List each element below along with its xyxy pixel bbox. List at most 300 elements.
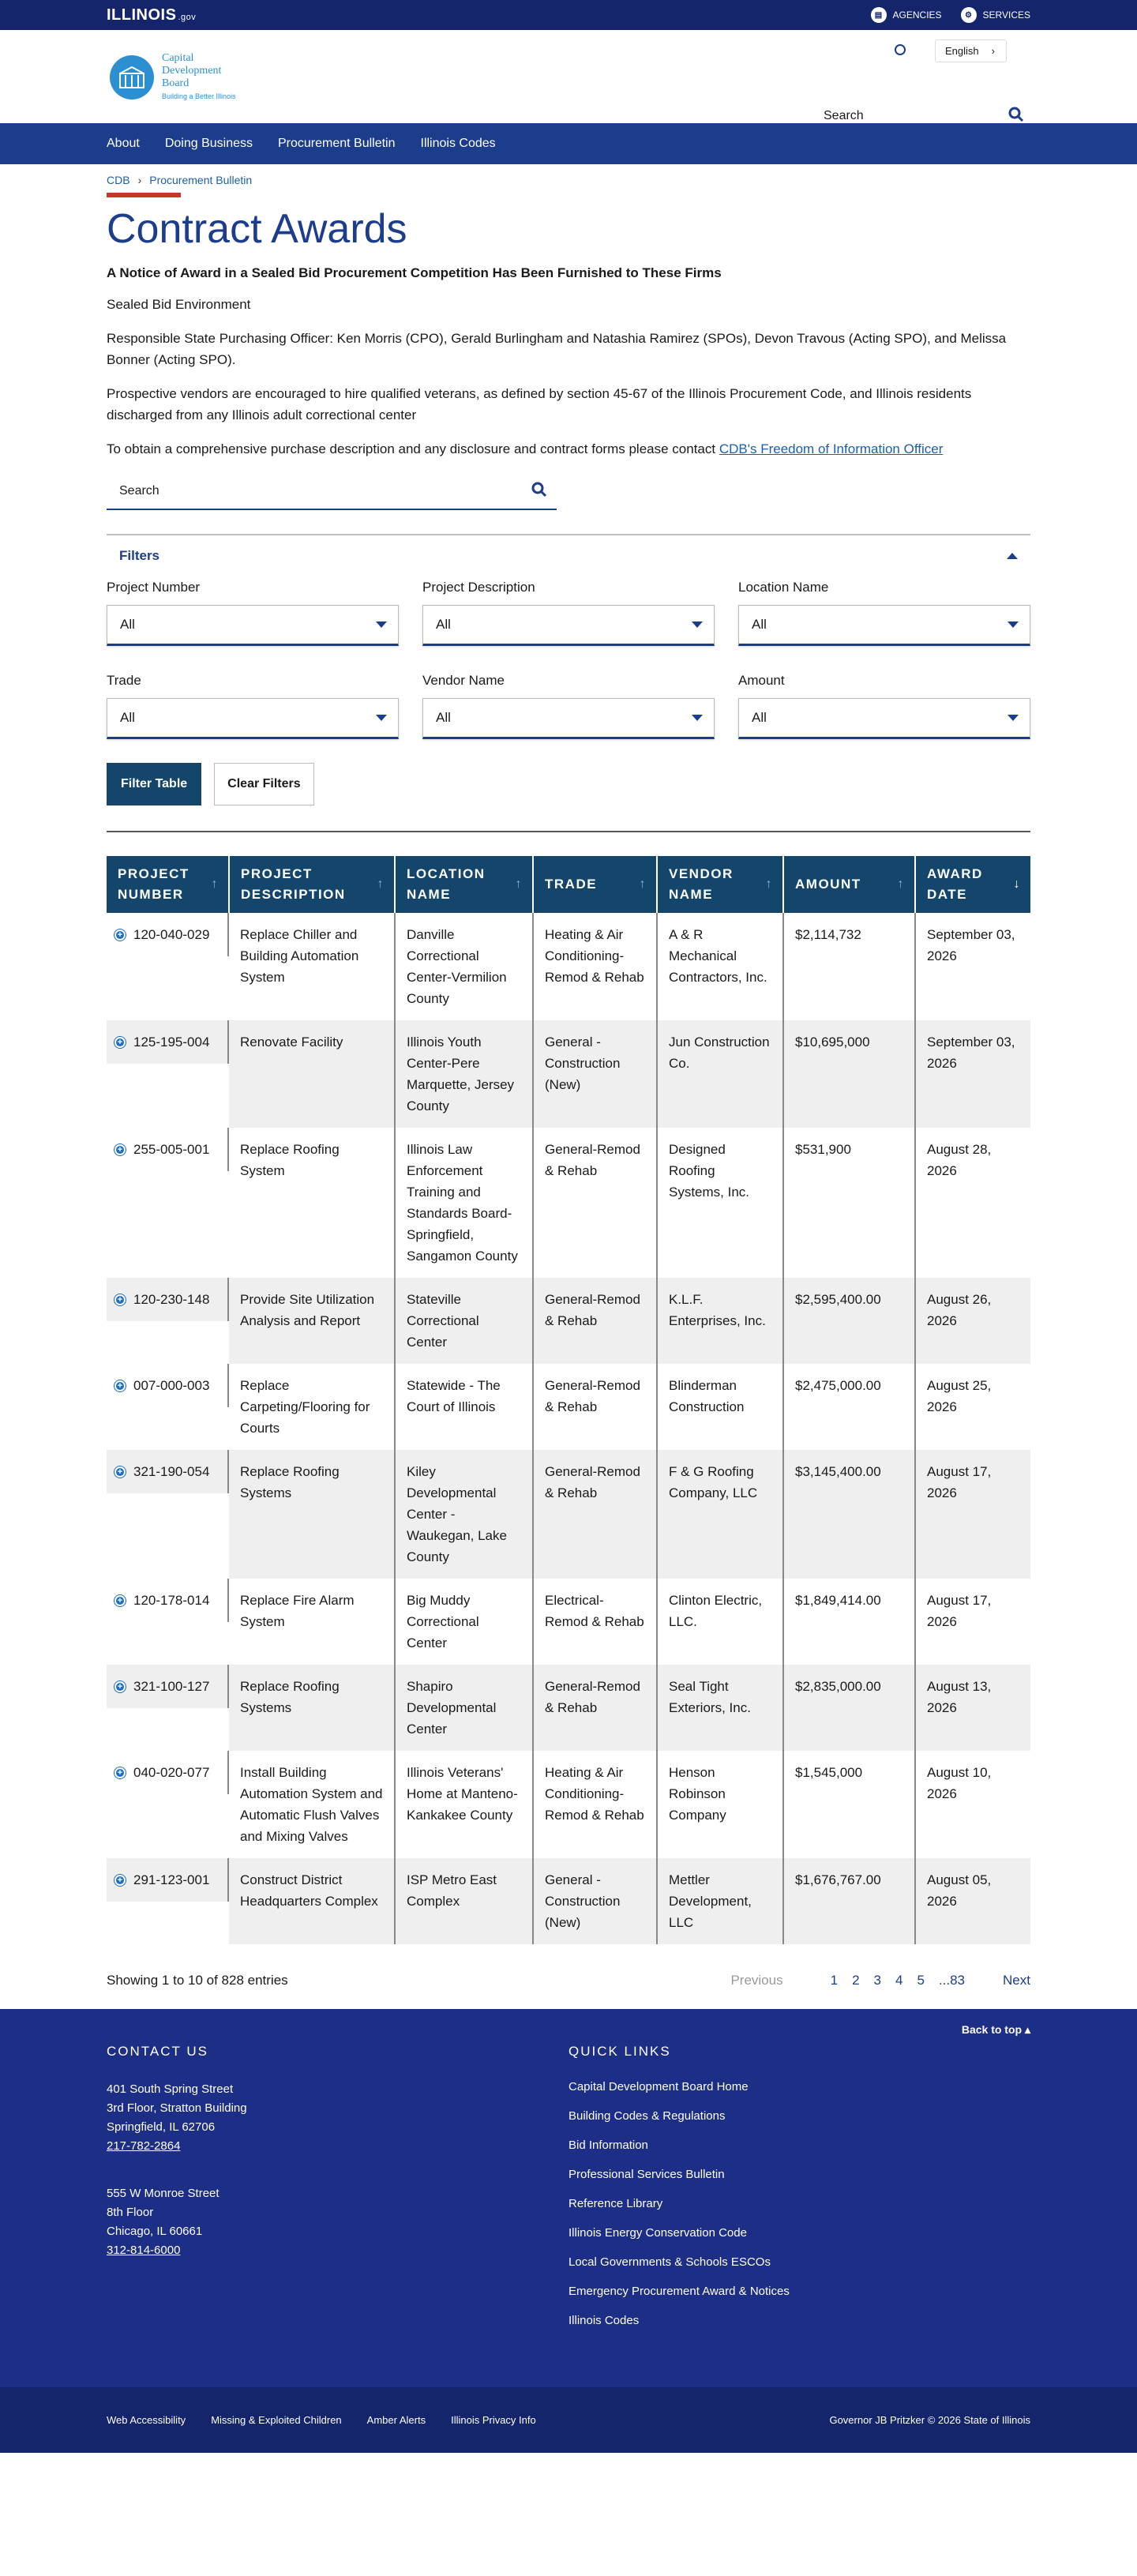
contact-title: CONTACT US — [107, 2044, 208, 2059]
table-row — [107, 913, 1030, 1020]
table-row — [107, 1665, 1030, 1751]
column-header-label: DESCRIPTION — [241, 887, 346, 902]
cell-text: Illinois Veterans' Home at Manteno-Kankakee County — [407, 1765, 518, 1823]
filter-project-description — [422, 580, 715, 646]
location-name-select[interactable] — [738, 605, 1030, 646]
veterans-text: Prospective vendors are encouraged to hire qualified veterans, as defined by section 45-67 of the Illinois Procurement Code, and Illinois residents discharged from any Illinois adult correctional center — [107, 386, 972, 422]
column-header-label: NUMBER — [118, 887, 184, 902]
breadcrumb-chevron-icon: › — [137, 174, 142, 186]
select-value: All — [436, 710, 451, 725]
quick-link[interactable]: Reference Library — [568, 2197, 663, 2210]
table-cell — [229, 1020, 395, 1128]
cell-text: Illinois Law Enforcement Training and Standards Board-Springfield, Sangamon County — [407, 1142, 518, 1264]
cell-text: September 03, 2026 — [927, 927, 1015, 963]
table-cell — [783, 1751, 915, 1858]
page-2-button[interactable]: 2 — [852, 1973, 860, 1988]
cell-text: Illinois Youth Center-Pere Marquette, Jersey County — [407, 1035, 515, 1113]
services-icon: ⚙ — [961, 7, 977, 23]
expand-row-icon[interactable]: + — [114, 1380, 126, 1391]
language-selector[interactable] — [935, 39, 1007, 62]
cell-text: August 28, 2026 — [927, 1142, 992, 1178]
filter-grid — [107, 580, 1030, 739]
filter-table-button[interactable]: Filter Table — [107, 763, 201, 805]
cell-text: 321-190-054 — [133, 1464, 210, 1479]
column-header-label: PROJECT — [241, 866, 313, 881]
table-cell — [229, 1450, 395, 1579]
table-cell — [229, 1364, 395, 1450]
table-cell — [915, 1665, 1030, 1751]
cell-text: $2,475,000.00 — [795, 1378, 881, 1393]
table-cell — [915, 913, 1030, 1020]
table-row — [107, 1858, 1030, 1944]
springfield-address — [107, 2080, 568, 2156]
site-footer — [0, 2009, 1137, 2387]
table-cell — [533, 1278, 657, 1364]
expand-row-icon[interactable]: + — [114, 1767, 126, 1778]
logo-tagline: Building a Better Illinois — [162, 92, 236, 100]
cell-text: August 13, 2026 — [927, 1679, 992, 1715]
expand-row-icon[interactable]: + — [114, 1681, 126, 1692]
breadcrumb-cdb[interactable]: CDB — [107, 174, 130, 186]
table-cell — [915, 1858, 1030, 1944]
address-line: 8th Floor — [107, 2206, 154, 2219]
table-cell — [395, 1665, 533, 1751]
cell-text: 007-000-003 — [133, 1378, 210, 1393]
expand-row-icon[interactable]: + — [114, 1144, 126, 1155]
copyright: Governor JB Pritzker © 2026 State of Illinois — [829, 2414, 1030, 2426]
cell-text: August 17, 2026 — [927, 1464, 992, 1500]
table-cell — [107, 1858, 229, 1902]
select-value: All — [752, 710, 767, 725]
column-header-label: NAME — [407, 887, 452, 902]
table-cell — [915, 1020, 1030, 1128]
expand-row-icon[interactable]: + — [114, 1037, 126, 1048]
cell-text: 120-040-029 — [133, 927, 210, 942]
table-cell — [395, 1858, 533, 1944]
table-cell — [657, 1020, 783, 1128]
cell-text: F & G Roofing Company, LLC — [669, 1464, 758, 1500]
column-header-location-name[interactable] — [395, 856, 533, 913]
table-cell — [657, 1858, 783, 1944]
table-cell — [657, 1665, 783, 1751]
cell-text: Kiley Developmental Center - Waukegan, Lake County — [407, 1464, 507, 1564]
table-cell — [533, 1665, 657, 1751]
address-line: 3rd Floor, Stratton Building — [107, 2101, 247, 2115]
address-line: Springfield, IL 62706 — [107, 2120, 216, 2134]
header-search-input[interactable] — [824, 109, 981, 123]
foia-intro: To obtain a comprehensive purchase description and any disclosure and contract forms please contact — [107, 441, 719, 456]
column-header-amount[interactable] — [783, 856, 915, 913]
quick-link[interactable]: Illinois Energy Conservation Code — [568, 2226, 747, 2240]
filter-project-number — [107, 580, 399, 646]
table-cell — [533, 1128, 657, 1278]
clear-filters-button[interactable]: Clear Filters — [214, 763, 313, 805]
nav-item-procurement-bulletin[interactable]: Procurement Bulletin — [277, 137, 396, 150]
quick-link[interactable]: Illinois Codes — [568, 2314, 640, 2327]
dropdown-caret-icon — [692, 715, 703, 721]
dropdown-caret-icon — [1008, 715, 1019, 721]
address-line: 401 South Spring Street — [107, 2082, 234, 2096]
cell-text: General - Construction (New) — [545, 1035, 621, 1092]
services-link[interactable] — [961, 7, 1030, 23]
cell-text: $3,145,400.00 — [795, 1464, 881, 1479]
table-cell — [395, 1751, 533, 1858]
project-description-select[interactable] — [422, 605, 715, 646]
cell-text: $1,849,414.00 — [795, 1593, 881, 1608]
table-cell — [395, 1128, 533, 1278]
amount-select[interactable] — [738, 698, 1030, 739]
page-3-button[interactable]: 3 — [873, 1973, 881, 1988]
filters-title: Filters — [119, 548, 160, 563]
collapse-caret-icon — [1007, 553, 1018, 559]
table-header-row — [107, 856, 1030, 913]
cell-text: General-Remod & Rehab — [545, 1679, 640, 1715]
cell-text: Electrical-Remod & Rehab — [545, 1593, 644, 1629]
title-accent-bar — [107, 193, 181, 197]
nav-item-doing-business[interactable]: Doing Business — [164, 137, 253, 150]
table-search — [107, 474, 557, 510]
table-info: Showing 1 to 10 of 828 entries — [107, 1973, 288, 1988]
previous-page-button[interactable]: Previous — [730, 1973, 783, 1988]
expand-row-icon[interactable]: + — [114, 1595, 126, 1606]
table-cell — [229, 1858, 395, 1944]
contract-awards-table — [107, 856, 1030, 1944]
nav-item-about[interactable]: About — [107, 137, 140, 150]
column-header-label: AMOUNT — [795, 877, 861, 892]
cell-text: Heating & Air Conditioning-Remod & Rehab — [545, 1765, 644, 1823]
table-cell — [533, 1858, 657, 1944]
column-header-label: VENDOR — [669, 866, 734, 881]
chicago-phone-link[interactable]: 312-814-6000 — [107, 2244, 181, 2257]
table-row — [107, 1450, 1030, 1579]
site-header — [0, 30, 1137, 123]
address-line: Chicago, IL 60661 — [107, 2225, 203, 2238]
table-cell — [107, 1020, 229, 1064]
quick-links-column — [568, 2044, 1030, 2343]
nav-item-illinois-codes[interactable]: Illinois Codes — [420, 137, 496, 150]
cell-text: Heating & Air Conditioning-Remod & Rehab — [545, 927, 644, 985]
cell-text: 120-178-014 — [133, 1593, 210, 1608]
cell-text: K.L.F. Enterprises, Inc. — [669, 1292, 766, 1328]
cell-text: Clinton Electric, LLC. — [669, 1593, 763, 1629]
table-cell — [783, 1128, 915, 1278]
table-cell — [657, 1450, 783, 1579]
filter-label: Amount — [738, 673, 785, 688]
table-cell — [657, 1278, 783, 1364]
table-cell — [229, 1665, 395, 1751]
table-cell — [395, 913, 533, 1020]
cell-text: Renovate Facility — [240, 1035, 343, 1050]
cell-text: $2,835,000.00 — [795, 1679, 881, 1694]
page-lede: A Notice of Award in a Sealed Bid Procurement Competition Has Been Furnished to These Firms — [107, 265, 722, 280]
chevron-right-icon: › — [991, 45, 995, 57]
select-value: All — [752, 617, 767, 632]
cell-text: 040-020-077 — [133, 1765, 210, 1780]
cell-text: General-Remod & Rehab — [545, 1378, 640, 1414]
column-header-award-date[interactable] — [915, 856, 1030, 913]
cell-text: A & R Mechanical Contractors, Inc. — [669, 927, 767, 985]
table-cell — [657, 1751, 783, 1858]
cell-text: General-Remod & Rehab — [545, 1292, 640, 1328]
purchasing-officer-text: Responsible State Purchasing Officer: Ken Morris (CPO), Gerald Burlingham and Natashia Ramirez (SPOs), Devon Travous (Acting SPO), and Melissa Bonner (Acting SPO). — [107, 331, 1007, 367]
table-cell — [533, 1450, 657, 1579]
page-title: Contract Awards — [107, 206, 407, 252]
table-cell — [107, 1665, 229, 1708]
sort-asc-icon[interactable]: ↑ — [377, 877, 385, 891]
project-number-select[interactable] — [107, 605, 399, 646]
select-value: All — [120, 710, 135, 725]
cell-text: Replace Roofing Systems — [240, 1679, 340, 1715]
cell-text: ISP Metro East Complex — [407, 1872, 497, 1909]
table-cell — [915, 1364, 1030, 1450]
privacy-info-link[interactable]: Illinois Privacy Info — [451, 2414, 536, 2426]
filters-toggle[interactable] — [107, 535, 1030, 564]
table-cell — [657, 913, 783, 1020]
table-row — [107, 1128, 1030, 1278]
quick-link[interactable]: Professional Services Bulletin — [568, 2168, 725, 2181]
chicago-address — [107, 2184, 568, 2260]
cell-text: Seal Tight Exteriors, Inc. — [669, 1679, 751, 1715]
dropdown-caret-icon — [1008, 621, 1019, 628]
table-cell — [533, 1751, 657, 1858]
vendor-name-select[interactable] — [422, 698, 715, 739]
back-to-top-label: Back to top — [961, 2023, 1023, 2036]
sort-asc-icon[interactable]: ↑ — [897, 877, 905, 891]
expand-row-icon[interactable]: + — [114, 1875, 126, 1886]
table-cell — [915, 1579, 1030, 1665]
filter-location-name — [738, 580, 1030, 646]
select-value: All — [120, 617, 135, 632]
caret-up-icon: ▴ — [1024, 2023, 1030, 2036]
cell-text: August 26, 2026 — [927, 1292, 992, 1328]
web-accessibility-link[interactable]: Web Accessibility — [107, 2414, 186, 2426]
cell-text: Install Building Automation System and Automatic Flush Valves and Mixing Valves — [240, 1765, 383, 1844]
column-header-label: DATE — [927, 887, 968, 902]
quick-link[interactable]: Building Codes & Regulations — [568, 2109, 726, 2123]
column-header-label: PROJECT — [118, 866, 190, 881]
page-83-button[interactable]: ...83 — [938, 1973, 966, 1988]
table-cell — [533, 1579, 657, 1665]
cell-text: August 17, 2026 — [927, 1593, 992, 1629]
column-header-trade[interactable] — [533, 856, 657, 913]
table-cell — [533, 1020, 657, 1128]
table-row — [107, 1579, 1030, 1665]
springfield-phone-link[interactable]: 217-782-2864 — [107, 2139, 181, 2153]
logo-line-2: Development — [162, 65, 222, 77]
quick-links-list — [568, 2080, 1030, 2327]
quick-link[interactable]: Local Governments & Schools ESCOs — [568, 2255, 771, 2269]
sort-asc-icon[interactable]: ↑ — [765, 877, 773, 891]
column-header-label: AWARD — [927, 866, 983, 881]
cell-text: 120-230-148 — [133, 1292, 210, 1307]
select-value: All — [436, 617, 451, 632]
column-header-label: TRADE — [545, 877, 598, 892]
table-footer — [107, 1973, 1030, 1988]
search-icon[interactable] — [531, 482, 547, 501]
pagination — [730, 1973, 1030, 1988]
logo-text: ILLINOIS — [107, 6, 177, 24]
sealed-bid-text: Sealed Bid Environment — [107, 297, 251, 312]
next-page-button[interactable]: Next — [1003, 1973, 1030, 1988]
main-content — [107, 164, 1030, 1988]
table-row — [107, 1020, 1030, 1128]
cell-text: 125-195-004 — [133, 1035, 210, 1050]
sort-desc-icon[interactable]: ↓ — [1013, 877, 1021, 891]
bottom-bar — [0, 2387, 1137, 2453]
page-1-button[interactable]: 1 — [830, 1973, 839, 1988]
table-cell — [783, 1665, 915, 1751]
cell-text: Shapiro Developmental Center — [407, 1679, 497, 1737]
cell-text: 321-100-127 — [133, 1679, 210, 1694]
column-header-label: LOCATION — [407, 866, 486, 881]
filter-label: Trade — [107, 673, 141, 688]
column-header-project-description[interactable] — [229, 856, 395, 913]
breadcrumb — [107, 164, 1030, 186]
bottom-links — [107, 2414, 536, 2426]
cell-text: $531,900 — [795, 1142, 851, 1157]
address-line: 555 W Monroe Street — [107, 2187, 220, 2200]
cell-text: Replace Fire Alarm System — [240, 1593, 355, 1629]
table-cell — [107, 1751, 229, 1794]
expand-row-icon[interactable]: + — [114, 929, 126, 941]
table-cell — [395, 1020, 533, 1128]
cell-text: Replace Chiller and Building Automation System — [240, 927, 359, 985]
logo-suffix: .gov — [178, 12, 197, 22]
cdb-building-icon — [110, 55, 154, 100]
back-to-top-link[interactable] — [962, 2023, 1030, 2037]
page-5-button[interactable]: 5 — [917, 1973, 925, 1988]
dropdown-caret-icon — [376, 715, 387, 721]
filter-buttons — [107, 763, 1030, 805]
table-cell — [783, 1020, 915, 1128]
expand-row-icon[interactable]: + — [114, 1294, 126, 1305]
sort-asc-icon[interactable]: ↑ — [639, 877, 647, 891]
cell-text: General-Remod & Rehab — [545, 1142, 640, 1178]
table-cell — [229, 1579, 395, 1665]
cell-text: Big Muddy Correctional Center — [407, 1593, 479, 1650]
filter-vendor-name — [422, 673, 715, 739]
table-cell — [915, 1751, 1030, 1858]
sort-asc-icon[interactable]: ↑ — [211, 877, 219, 891]
table-row — [107, 1364, 1030, 1450]
main-nav — [0, 123, 1137, 164]
page-4-button[interactable]: 4 — [895, 1973, 903, 1988]
cell-text: August 05, 2026 — [927, 1872, 992, 1909]
table-cell — [107, 1579, 229, 1622]
quick-links-title: QUICK LINKS — [568, 2044, 671, 2059]
cell-text: August 25, 2026 — [927, 1378, 992, 1414]
cell-text: $1,676,767.00 — [795, 1872, 881, 1887]
cell-text: $2,114,732 — [795, 927, 861, 942]
table-cell — [915, 1450, 1030, 1579]
cell-text: Stateville Correctional Center — [407, 1292, 479, 1350]
filter-label: Project Number — [107, 580, 201, 595]
cell-text: Jun Construction Co. — [669, 1035, 770, 1071]
cell-text: Statewide - The Court of Illinois — [407, 1378, 501, 1414]
filter-label: Project Description — [422, 580, 535, 595]
quick-link[interactable]: Capital Development Board Home — [568, 2080, 749, 2093]
table-body — [107, 913, 1030, 1944]
table-cell — [229, 1128, 395, 1278]
table-search-input[interactable] — [119, 484, 277, 498]
quick-link[interactable]: Bid Information — [568, 2139, 648, 2152]
cell-text: Henson Robinson Company — [669, 1765, 726, 1823]
cdb-logo[interactable] — [110, 52, 236, 103]
table-cell — [395, 1364, 533, 1450]
cell-text: Danville Correctional Center-Vermilion County — [407, 927, 507, 1006]
cell-text: Replace Roofing System — [240, 1142, 340, 1178]
cell-text: Provide Site Utilization Analysis and Report — [240, 1292, 375, 1328]
cell-text: General-Remod & Rehab — [545, 1464, 640, 1500]
table-cell — [395, 1278, 533, 1364]
table-cell — [107, 1450, 229, 1493]
column-header-project-number[interactable] — [107, 856, 229, 913]
table-cell — [783, 1364, 915, 1450]
cell-text: Replace Carpeting/Flooring for Courts — [240, 1378, 370, 1436]
table-cell — [915, 1128, 1030, 1278]
cell-text: $1,545,000 — [795, 1765, 863, 1780]
cell-text: Designed Roofing Systems, Inc. — [669, 1142, 750, 1200]
table-cell — [395, 1579, 533, 1665]
cell-text: Construct District Headquarters Complex — [240, 1872, 378, 1909]
trade-select[interactable] — [107, 698, 399, 739]
filter-trade — [107, 673, 399, 739]
globe-icon — [895, 44, 906, 55]
quick-link[interactable]: Emergency Procurement Award & Notices — [568, 2285, 790, 2298]
table-cell — [915, 1278, 1030, 1364]
table-cell — [107, 1364, 229, 1407]
column-header-vendor-name[interactable] — [657, 856, 783, 913]
agencies-link[interactable] — [871, 7, 942, 23]
table-cell — [657, 1579, 783, 1665]
cell-text: Blinderman Construction — [669, 1378, 745, 1414]
column-header-label: NAME — [669, 887, 714, 902]
table-cell — [657, 1364, 783, 1450]
table-cell — [783, 913, 915, 1020]
filter-amount — [738, 673, 1030, 739]
table-row — [107, 1278, 1030, 1364]
cdb-logo-text — [162, 52, 236, 103]
cell-text: General - Construction (New) — [545, 1872, 621, 1930]
table-cell — [229, 1751, 395, 1858]
missing-children-link[interactable]: Missing & Exploited Children — [211, 2414, 342, 2426]
table-divider — [107, 831, 1030, 832]
cell-text: $10,695,000 — [795, 1035, 870, 1050]
logo-line-3: Board — [162, 77, 190, 89]
amber-alerts-link[interactable]: Amber Alerts — [366, 2414, 426, 2426]
agencies-icon: ▤ — [871, 7, 887, 23]
table-cell — [783, 1579, 915, 1665]
dropdown-caret-icon — [692, 621, 703, 628]
illinois-gov-logo[interactable] — [107, 6, 196, 24]
top-bar — [0, 0, 1137, 30]
sort-asc-icon[interactable]: ↑ — [515, 877, 523, 891]
services-label: SERVICES — [982, 9, 1030, 21]
table-cell — [229, 913, 395, 1020]
table-cell — [783, 1278, 915, 1364]
table-cell — [783, 1450, 915, 1579]
expand-row-icon[interactable]: + — [114, 1466, 126, 1478]
dropdown-caret-icon — [376, 621, 387, 628]
breadcrumb-procurement-bulletin[interactable]: Procurement Bulletin — [149, 174, 253, 186]
foia-link[interactable]: CDB's Freedom of Information Officer — [719, 441, 944, 456]
contact-column — [107, 2044, 568, 2343]
table-cell — [533, 913, 657, 1020]
table-cell — [533, 1364, 657, 1450]
language-label: English — [945, 45, 979, 57]
cell-text: Replace Roofing Systems — [240, 1464, 340, 1500]
filter-label: Location Name — [738, 580, 829, 595]
